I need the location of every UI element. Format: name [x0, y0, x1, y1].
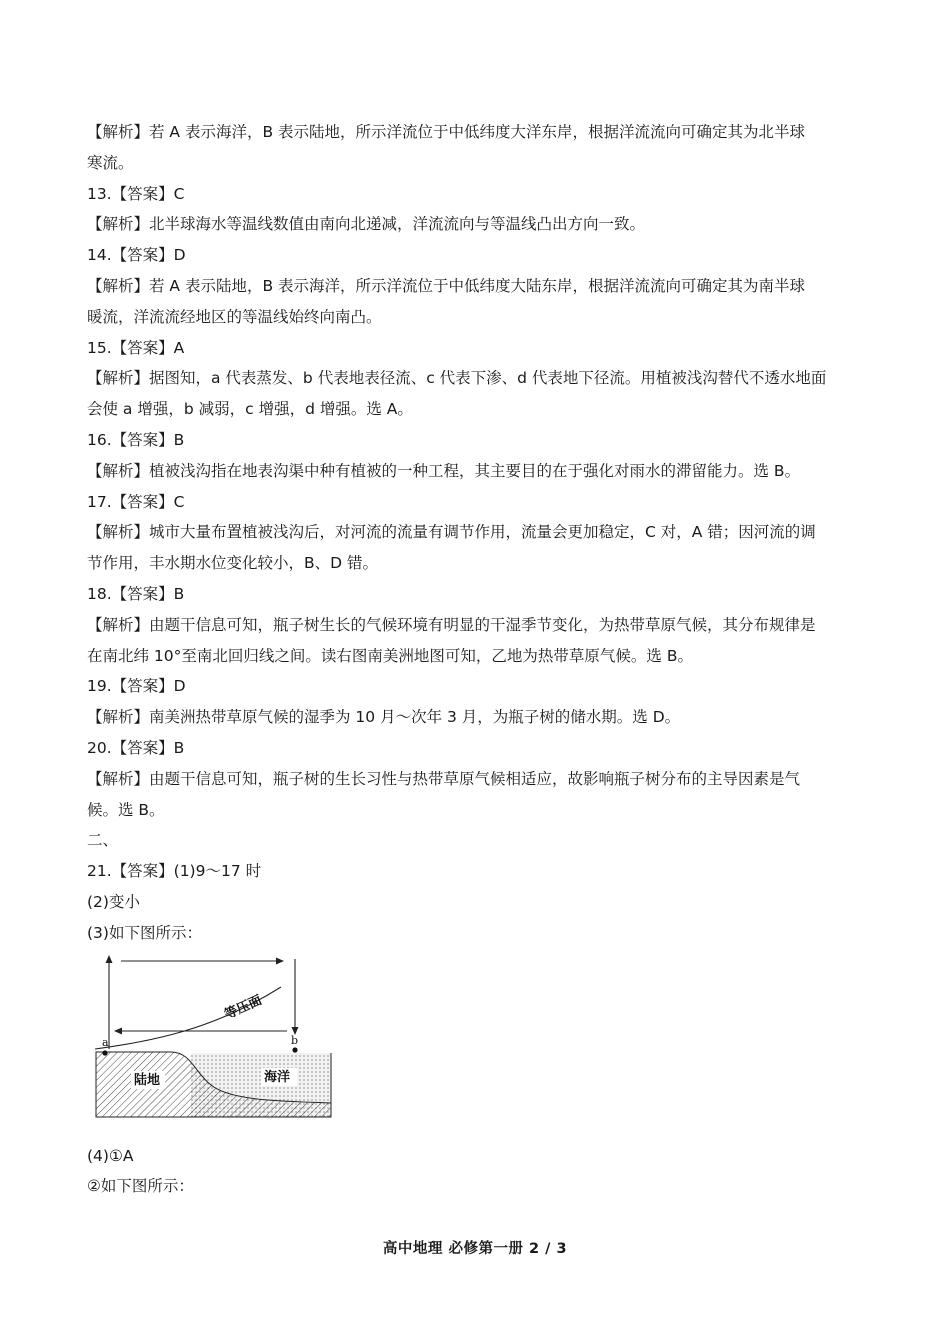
arrow-head-icon	[276, 957, 284, 964]
text-line: 16.【答案】B	[87, 430, 185, 449]
text-line: (3)如下图所示：	[87, 923, 202, 942]
text-line: (4)①A	[87, 1146, 134, 1165]
point-a-marker	[102, 1050, 107, 1055]
text-line: 【解析】城市大量布置植被浅沟后，对河流的流量有调节作用，流量会更加稳定，C 对，A 错；因河流的调	[87, 523, 816, 542]
page-footer: 高中地理 必修第一册 2 / 3	[382, 1241, 568, 1257]
text-line: 【解析】据图知，a 代表蒸发、b 代表地表径流、c 代表下渗、d 代表地下径流。用植被浅沟替代不透水地面	[87, 369, 827, 388]
text-line: 18.【答案】B	[87, 584, 185, 603]
text-line: 20.【答案】B	[87, 738, 185, 757]
text-line: 寒流。	[87, 153, 134, 172]
text-line: 【解析】植被浅沟指在地表沟渠中种有植被的一种工程，其主要目的在于强化对雨水的滞留能力。选 B。	[87, 461, 801, 480]
text-line: 19.【答案】D	[87, 677, 186, 696]
text-line: 暖流，洋流流经地区的等温线始终向南凸。	[87, 307, 382, 326]
thermal-circulation-diagram	[87, 951, 847, 1141]
text-line: 在南北纬 10°至南北回归线之间。读右图南美洲地图可知，乙地为热带草原气候。选 B。	[87, 646, 693, 665]
text-line: 节作用，丰水期水位变化较小，B、D 错。	[87, 554, 378, 573]
text-line: 13.【答案】C	[87, 184, 185, 203]
text-line: 【解析】若 A 表示海洋，B 表示陆地，所示洋流位于中低纬度大洋东岸，根据洋流流向可确定其为北半球	[87, 123, 806, 141]
isobar-label: 等压面	[222, 992, 265, 1023]
text-line: 21.【答案】(1)9～17 时	[87, 862, 262, 881]
text-line: 【解析】北半球海水等温线数值由南向北递减，洋流流向与等温线凸出方向一致。	[87, 215, 646, 234]
land-label: 陆地	[134, 1072, 161, 1088]
text-line: 二、	[87, 831, 119, 850]
text-line: 【解析】南美洲热带草原气候的湿季为 10 月～次年 3 月，为瓶子树的储水期。选 D。	[87, 708, 681, 727]
text-line: ②如下图所示：	[87, 1177, 194, 1196]
point-a-label: a	[102, 1035, 109, 1049]
answer-content	[87, 117, 847, 1202]
point-b-label: b	[291, 1033, 299, 1047]
text-line: 【解析】若 A 表示陆地，B 表示海洋，所示洋流位于中低纬度大陆东岸，根据洋流流向可确定其为南半球	[87, 276, 806, 295]
sea-label: 海洋	[264, 1069, 291, 1085]
text-line: 会使 a 增强，b 减弱，c 增强，d 增强。选 A。	[87, 400, 413, 419]
arrow-head-icon	[106, 955, 113, 963]
text-line: 【解析】由题干信息可知，瓶子树的生长习性与热带草原气候相适应，故影响瓶子树分布的主导因素是气	[87, 769, 801, 788]
text-line: 候。选 B。	[87, 800, 165, 819]
diagram-svg	[91, 951, 341, 1127]
text-line: (2)变小	[87, 892, 140, 911]
arrow-head-icon	[114, 1027, 122, 1034]
text-line: 17.【答案】C	[87, 492, 185, 511]
text-line: 15.【答案】A	[87, 338, 185, 357]
text-line: 14.【答案】D	[87, 246, 186, 265]
point-b-marker	[292, 1047, 297, 1052]
text-line: 【解析】由题干信息可知，瓶子树生长的气候环境有明显的干湿季节变化，为热带草原气候，其分布规律是	[87, 615, 816, 634]
